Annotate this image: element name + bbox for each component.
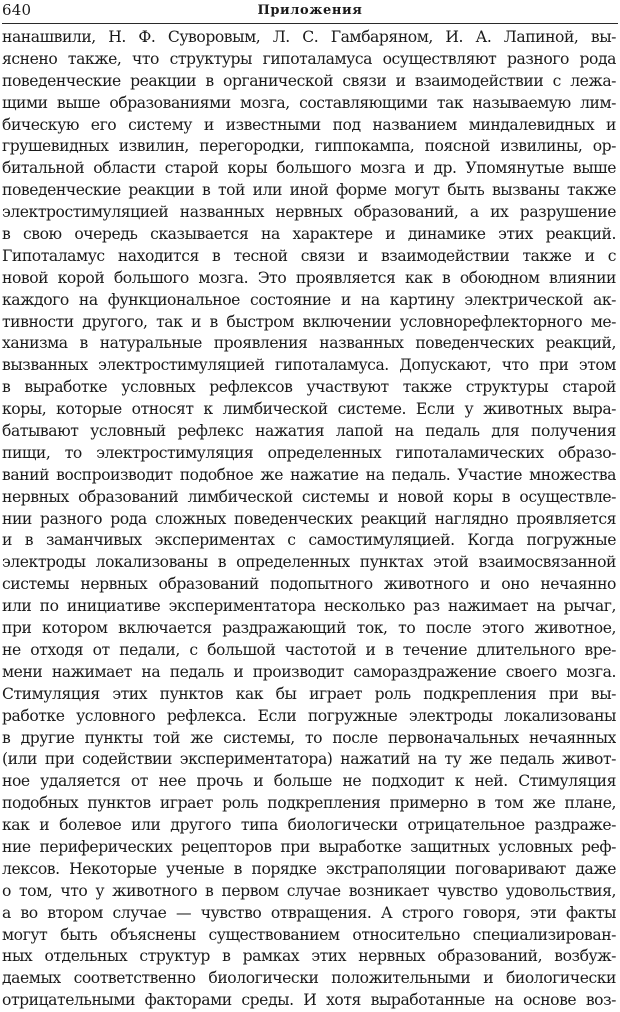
text-line: ное удаляется от нее прочь и больше не подходит к ней. Стимуляция — [2, 772, 616, 791]
text-line: вызванных электростимуляцией гипоталамуса. Допускают, что при этом — [2, 356, 616, 375]
text-line: ных отдельных структур в рамках этих нервных образований, возбуж- — [2, 947, 616, 966]
text-line: ханизма в натуральные проявления названных поведенческих реакций, — [2, 334, 616, 353]
page-number: 640 — [2, 1, 32, 19]
text-line: отрицательными факторами среды. И хотя выработанные на основе воз- — [2, 991, 616, 1010]
text-line: нервных образований лимбической системы и новой коры в осуществле- — [2, 487, 616, 506]
running-title: Приложения — [257, 3, 363, 18]
body-text — [2, 27, 616, 1012]
text-line: нанашвили, Н. Ф. Суворовым, Л. С. Гамбаряном, И. А. Лапиной, вы- — [2, 28, 616, 46]
text-line: мени нажимает на педаль и производит самораздражение своего мозга. — [2, 662, 616, 681]
text-line: ваний воспроизводит подобное же нажатие на педаль. Участие множества — [2, 465, 616, 484]
text-line: лексов. Некоторые ученые в порядке экстраполяции поговаривают даже — [2, 859, 616, 878]
text-line: как и болевое или другого типа биологически отрицательное раздраже- — [2, 816, 616, 835]
text-line: батывают условный рефлекс нажатия лапой на педаль для получения — [2, 422, 616, 441]
page-header — [0, 0, 620, 26]
text-line: ние периферических рецепторов при выработке защитных условных реф- — [2, 837, 616, 856]
text-line: подобных пунктов играет роль подкрепления примерно в том же плане, — [2, 794, 616, 813]
text-line: поведенческие реакции в той или иной форме могут быть вызваны также — [2, 181, 616, 200]
text-line: в свою очередь сказывается на характере и динамике этих реакций. — [2, 225, 616, 244]
header-divider — [2, 23, 618, 24]
text-line: коры, которые относят к лимбической системе. Если у животных выра- — [2, 400, 616, 419]
text-line: пищи, то электростимуляция определенных гипоталамических образо- — [2, 443, 616, 462]
text-line: электроды локализованы в определенных пунктах этой взаимосвязанной — [2, 553, 616, 572]
text-line: (или при содействии экспериментатора) нажатий на ту же педаль живот- — [2, 750, 616, 769]
text-line: о том, что у животного в первом случае возникает чувство удовольствия, — [2, 881, 616, 900]
text-line: Стимуляция этих пунктов как бы играет роль подкрепления при вы- — [2, 684, 616, 703]
text-line: электростимуляцией названных нервных образований, а их разрушение — [2, 203, 616, 222]
text-line: в другие пункты той же системы, то после первоначальных нечаянных — [2, 728, 616, 747]
text-line: яснено также, что структуры гипоталамуса осуществляют разного рода — [2, 49, 616, 68]
text-line: работке условного рефлекса. Если погружные электроды локализованы — [2, 706, 616, 725]
text-line: системы нервных образований подопытного животного и оно нечаянно — [2, 575, 616, 594]
text-line: могут быть объяснены существованием относительно специализирован- — [2, 925, 616, 944]
text-line: при котором включается раздражающий ток, то после этого животное, — [2, 619, 616, 638]
text-line: щими выше образованиями мозга, составляющими так называемую лим- — [2, 93, 616, 112]
text-line: тивности другого, так и в быстром включении условнорефлекторного ме- — [2, 312, 616, 331]
text-line: новой корой большого мозга. Это проявляется как в обоюдном влиянии — [2, 268, 616, 287]
text-line: или по инициативе экспериментатора несколько раз нажимает на рычаг, — [2, 597, 616, 616]
text-line: нии разного рода сложных поведенческих реакций наглядно проявляется — [2, 509, 616, 528]
text-line: поведенческие реакции в органической связи и взаимодействии с лежа- — [2, 71, 616, 90]
text-line: каждого на функциональное состояние и на картину электрической ак- — [2, 290, 616, 309]
text-line: а во втором случае — чувство отвращения. А строго говоря, эти факты — [2, 903, 616, 922]
text-line: в выработке условных рефлексов участвуют также структуры старой — [2, 378, 616, 397]
text-line: Гипоталамус находится в тесной связи и взаимодействии также и с — [2, 246, 616, 265]
text-line: и в заманчивых экспериментах с самостимуляцией. Когда погружные — [2, 531, 616, 550]
text-line: не отходя от педали, с большой частотой и в течение длительного вре- — [2, 640, 616, 659]
text-line: грушевидных извилин, перегородки, гиппокампа, поясной извилины, ор- — [2, 137, 616, 156]
text-line: даемых соответственно биологически положительными и биологически — [2, 969, 616, 988]
text-line: битальной области старой коры большого мозга и др. Упомянутые выше — [2, 159, 616, 178]
text-line: бическую его систему и известными под названием миндалевидных и — [2, 115, 616, 134]
